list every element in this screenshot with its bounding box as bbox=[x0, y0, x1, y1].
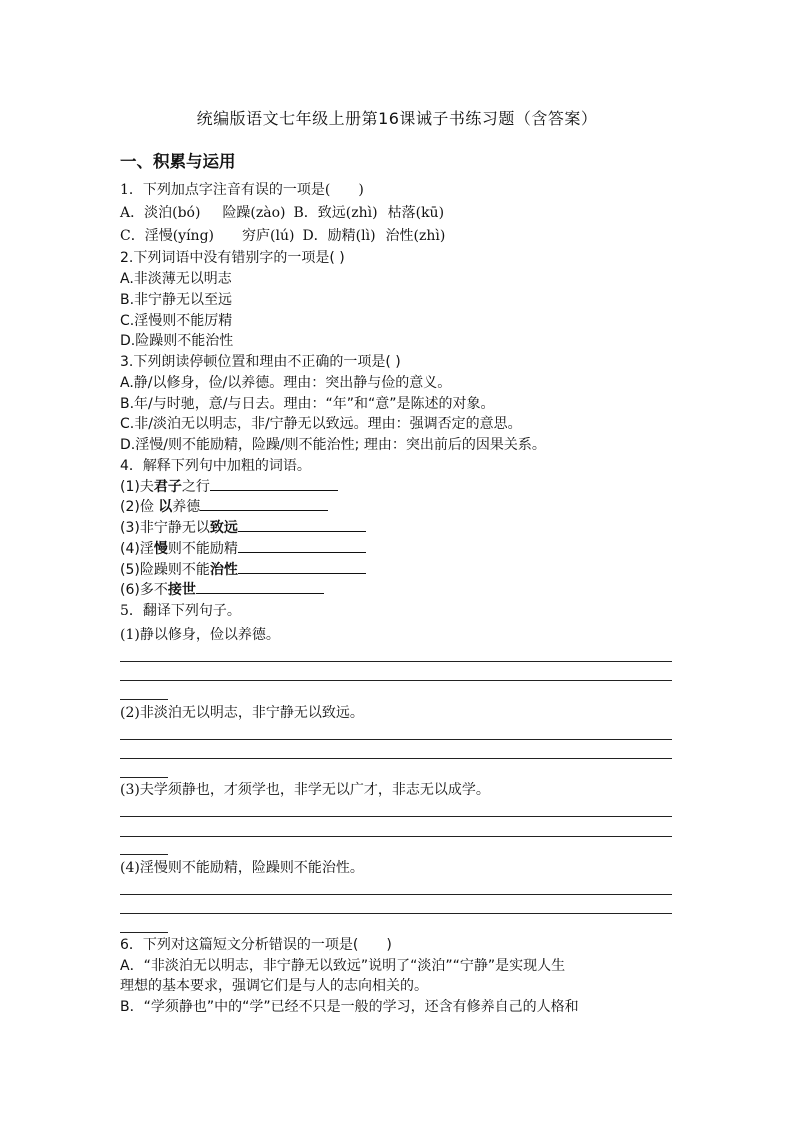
answer-blank[interactable] bbox=[238, 519, 366, 532]
question-4-stem: 4．解释下列句中加粗的词语。 bbox=[120, 458, 311, 474]
q4-item-1-text: (1)夫 bbox=[120, 479, 154, 495]
q1-option-d: D．励精(lì) bbox=[302, 228, 376, 244]
q4-item-5-bold-word: 治性 bbox=[209, 562, 238, 578]
q5-sentence-1: (1)静以修身，俭以养德。 bbox=[120, 627, 280, 643]
q4-item-3 bbox=[120, 519, 366, 537]
question-1-row-1 bbox=[120, 204, 444, 222]
question-5-stem: 5．翻译下列句子。 bbox=[120, 603, 241, 619]
q3-option-d: D.淫慢/则不能励精，险躁/则不能治性; 理由：突出前后的因果关系。 bbox=[120, 437, 546, 453]
q4-item-2 bbox=[120, 498, 328, 516]
q3-option-b: B.年/与时驰，意/与日去。理由：“年”和“意”是陈述的对象。 bbox=[120, 396, 495, 412]
q4-item-1-text-after: 之行 bbox=[181, 479, 210, 495]
q4-item-4-text: (4)淫 bbox=[120, 541, 154, 557]
q1-option-c: C．淫慢(yíng) bbox=[120, 228, 215, 244]
answer-line[interactable] bbox=[120, 854, 168, 855]
q3-option-c: C.非/淡泊无以明志，非/宁静无以致远。理由：强调否定的意思。 bbox=[120, 416, 522, 432]
q4-item-4 bbox=[120, 540, 366, 558]
q1-option-a-word2: 险躁(zào) bbox=[222, 205, 286, 221]
question-6-stem: 6．下列对这篇短文分析错误的一项是( ) bbox=[120, 937, 392, 953]
q1-option-d-word2: 治性(zhì) bbox=[385, 228, 446, 244]
q6-option-a-line-1: A．“非淡泊无以明志，非宁静无以致远”说明了“淡泊”“宁静”是实现人生 bbox=[120, 958, 566, 974]
q1-option-c-word2: 穷庐(lú) bbox=[242, 228, 295, 244]
q5-sentence-3: (3)夫学须静也，才须学也，非学无以广才，非志无以成学。 bbox=[120, 782, 490, 798]
q4-item-4-bold-word: 慢 bbox=[153, 541, 168, 557]
q4-item-2-bold-word: 以 bbox=[158, 499, 173, 515]
answer-blank[interactable] bbox=[210, 478, 338, 491]
q2-option-a: A.非淡薄无以明志 bbox=[120, 271, 232, 287]
answer-line[interactable] bbox=[120, 836, 672, 837]
page-title: 统编版语文七年级上册第16课诫子书练习题（含答案） bbox=[196, 109, 598, 128]
answer-line[interactable] bbox=[120, 739, 672, 740]
answer-line[interactable] bbox=[120, 680, 672, 681]
q5-sentence-4: (4)淫慢则不能励精，险躁则不能治性。 bbox=[120, 860, 364, 876]
q6-option-a-line-2: 理想的基本要求，强调它们是与人的志向相关的。 bbox=[120, 978, 428, 994]
q4-item-3-text: (3)非宁静无以 bbox=[120, 520, 210, 536]
q2-option-c: C.淫慢则不能厉精 bbox=[120, 313, 233, 329]
answer-blank[interactable] bbox=[200, 498, 328, 511]
q3-option-a: A.静/以修身，俭/以养德。理由：突出静与俭的意义。 bbox=[120, 375, 452, 391]
answer-line[interactable] bbox=[120, 816, 672, 817]
answer-blank[interactable] bbox=[238, 540, 366, 553]
answer-line[interactable] bbox=[120, 913, 672, 914]
answer-line[interactable] bbox=[120, 758, 672, 759]
answer-line[interactable] bbox=[120, 661, 672, 662]
question-3-stem: 3.下列朗读停顿位置和理由不正确的一项是( ) bbox=[120, 354, 401, 370]
question-1-stem: 1．下列加点字注音有误的一项是( ) bbox=[120, 182, 364, 198]
q4-item-4-text-after: 则不能励精 bbox=[167, 541, 238, 557]
q4-item-1-bold-word: 君子 bbox=[153, 479, 182, 495]
q2-option-b: B.非宁静无以至远 bbox=[120, 292, 233, 308]
q1-option-a: A．淡泊(bó) bbox=[120, 205, 201, 221]
answer-line[interactable] bbox=[120, 894, 672, 895]
q2-option-d: D.险躁则不能治性 bbox=[120, 333, 234, 349]
answer-blank[interactable] bbox=[196, 581, 324, 594]
answer-line[interactable] bbox=[120, 777, 168, 778]
q4-item-5 bbox=[120, 561, 366, 579]
q1-option-b: B．致远(zhì) bbox=[293, 205, 378, 221]
q1-option-b-word2: 枯落(kū) bbox=[387, 205, 445, 221]
q4-item-6-bold-word: 接世 bbox=[167, 582, 196, 598]
answer-line[interactable] bbox=[120, 699, 168, 700]
answer-line[interactable] bbox=[120, 932, 168, 933]
q4-item-3-bold-word: 致远 bbox=[209, 520, 238, 536]
q4-item-1 bbox=[120, 478, 338, 496]
q4-item-6-text: (6)多不 bbox=[120, 582, 168, 598]
question-2-stem: 2.下列词语中没有错别字的一项是( ) bbox=[120, 250, 345, 266]
q4-item-5-text: (5)险躁则不能 bbox=[120, 562, 210, 578]
answer-blank[interactable] bbox=[238, 561, 366, 574]
section-heading: 一、积累与运用 bbox=[120, 152, 236, 171]
q6-option-b-line-1: B．“学须静也”中的“学”已经不只是一般的学习，还含有修养自己的人格和 bbox=[120, 999, 579, 1015]
q4-item-2-text-after: 养德 bbox=[172, 499, 201, 515]
q4-item-6 bbox=[120, 581, 324, 599]
q4-item-2-text: (2)俭 bbox=[120, 499, 159, 515]
q5-sentence-2: (2)非淡泊无以明志，非宁静无以致远。 bbox=[120, 705, 364, 721]
question-1-row-2 bbox=[120, 227, 445, 245]
